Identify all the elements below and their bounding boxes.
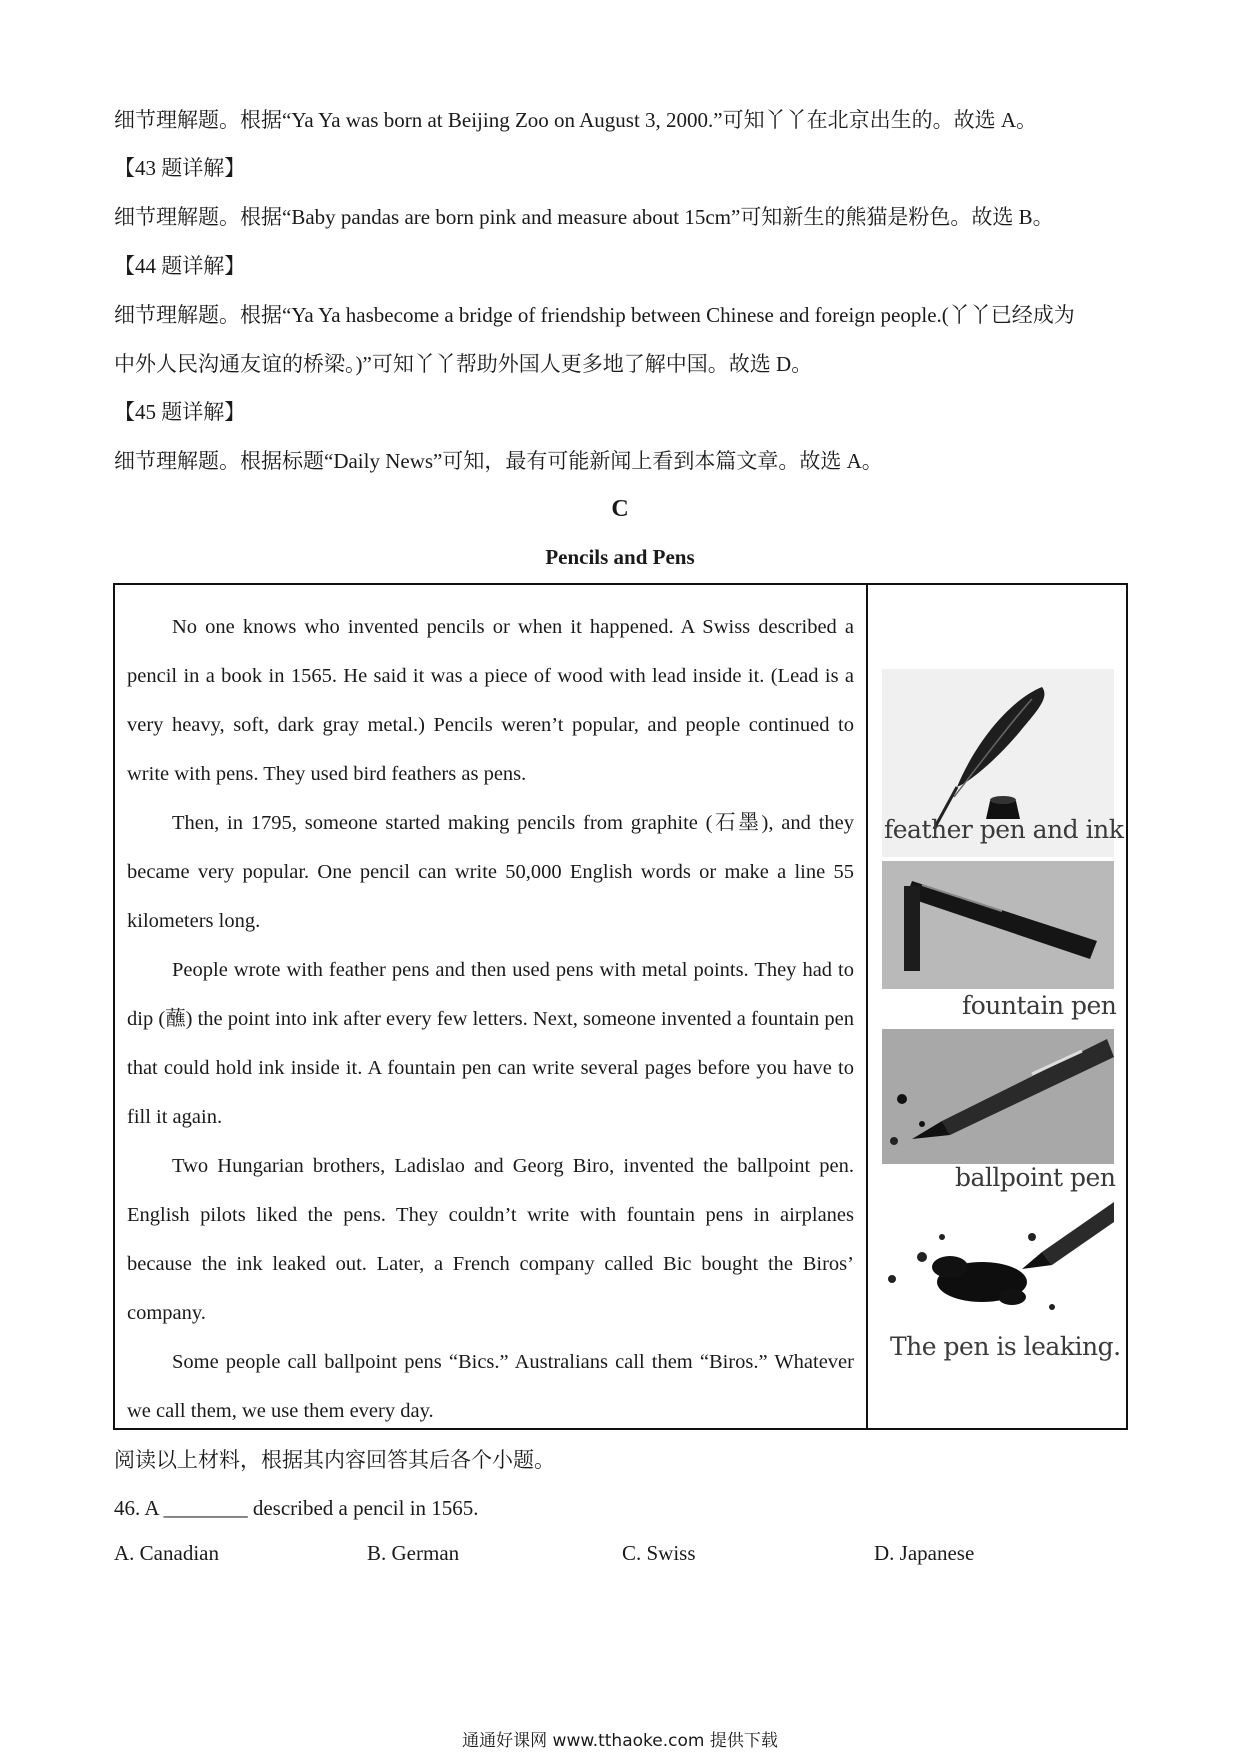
explanation-heading: 【44 题详解】 <box>114 254 246 278</box>
feather-pen-illustration <box>882 669 1124 857</box>
question-stem: 46. A ________ described a pencil in 1565. <box>114 1496 479 1520</box>
illustration-column <box>870 585 1126 1428</box>
passage-paragraph: Two Hungarian brothers, Ladislao and Georg Biro, invented the ballpoint pen. English pilots liked the pens. They couldn’t write with fountain pens in airplanes because the ink leaked out. Later, a French company called Bic bought the Biros’ company. <box>127 1155 854 1324</box>
option-c[interactable]: C. Swiss <box>622 1541 696 1565</box>
feather-caption: feather pen and ink <box>884 815 1124 844</box>
explanation-heading: 【43 题详解】 <box>114 156 246 180</box>
option-b[interactable]: B. German <box>367 1541 460 1565</box>
explanation-line: 细节理解题。根据“Baby pandas are born pink and measure about 15cm”可知新生的熊猫是粉色。故选 B。 <box>114 205 1054 229</box>
leaking-caption: The pen is leaking. <box>890 1332 1121 1361</box>
passage-paragraph: No one knows who invented pencils or when it happened. A Swiss described a pencil in a book in 1565. He said it was a piece of wood with lead inside it. (Lead is a very heavy, soft, dark gray metal.) Pencils weren’t popular, and people continued to write with pens. They used bird feathers as pens. <box>127 616 854 785</box>
explanation-line: 细节理解题。根据“Ya Ya hasbecome a bridge of friendship between Chinese and foreign people.(丫丫已经成为 <box>114 303 1075 327</box>
explanation-line: 中外人民沟通友谊的桥梁。)”可知丫丫帮助外国人更多地了解中国。故选 D。 <box>114 352 813 376</box>
passage-paragraph: People wrote with feather pens and then used pens with metal points. They had to dip (蘸) the point into ink after every few letters. Next, someone invented a fountain pen that could hold ink inside it. A fountain pen can write several pages before you have to fill it again. <box>127 959 854 1128</box>
passage-title: Pencils and Pens <box>545 545 695 569</box>
fountain-caption: fountain pen <box>962 991 1117 1020</box>
passage-paragraph: Then, in 1795, someone started making pencils from graphite (石墨), and they became very popular. One pencil can write 50,000 English words or make a line 55 kilometers long. <box>127 812 854 932</box>
leaking-pen-illustration <box>882 1197 1121 1377</box>
ballpoint-pen-icon <box>882 1029 1114 1164</box>
instruction-text: 阅读以上材料，根据其内容回答其后各个小题。 <box>114 1448 555 1472</box>
option-a[interactable]: A. Canadian <box>114 1541 219 1565</box>
explanation-heading: 【45 题详解】 <box>114 400 246 424</box>
explanation-line: 细节理解题。根据标题“Daily News”可知，最有可能新闻上看到本篇文章。故选 A。 <box>114 449 883 473</box>
explanation-line: 细节理解题。根据“Ya Ya was born at Beijing Zoo on August 3, 2000.”可知丫丫在北京出生的。故选 A。 <box>114 108 1038 132</box>
footer-watermark: 通通好课网 www.tthaoke.com 提供下载 <box>462 1731 778 1751</box>
passage-paragraph: Some people call ballpoint pens “Bics.” Australians call them “Biros.” Whatever we call them, we use them every day. <box>127 1351 854 1422</box>
option-d[interactable]: D. Japanese <box>874 1541 975 1565</box>
ink-splatter-icon <box>882 1197 1114 1327</box>
ballpoint-caption: ballpoint pen <box>955 1163 1116 1192</box>
fountain-pen-icon <box>882 861 1114 989</box>
answer-options <box>0 1539 1240 1569</box>
article-table <box>113 583 1128 1430</box>
fountain-pen-illustration <box>882 861 1117 1026</box>
section-letter: C <box>611 496 629 522</box>
ballpoint-pen-illustration <box>882 1029 1114 1194</box>
passage-text-column <box>115 585 868 1428</box>
